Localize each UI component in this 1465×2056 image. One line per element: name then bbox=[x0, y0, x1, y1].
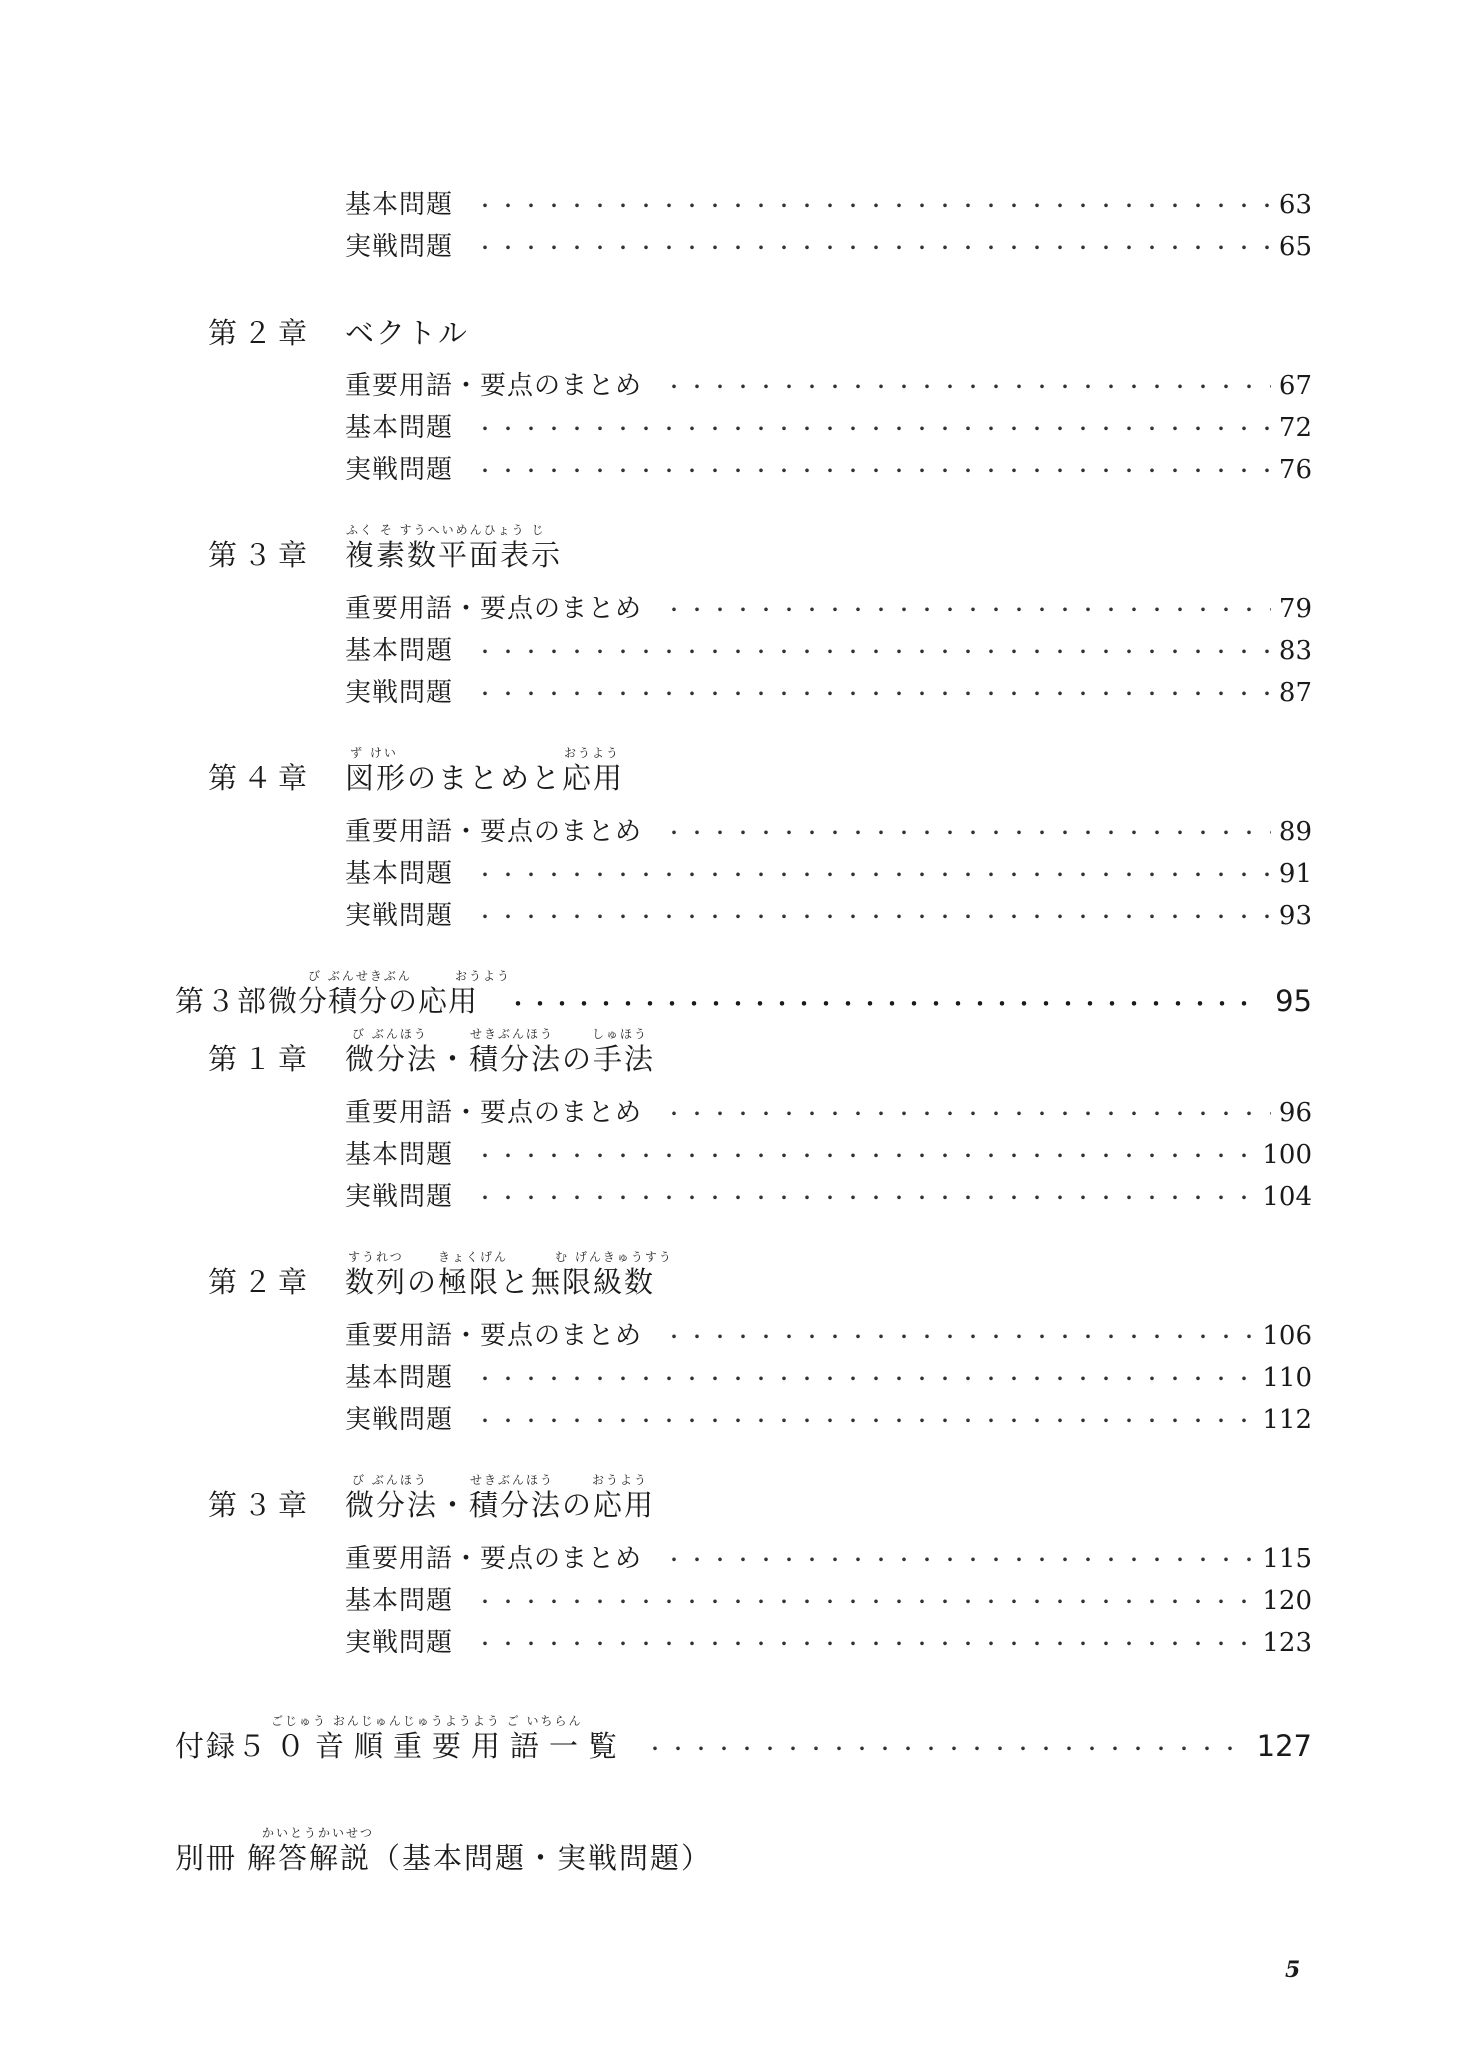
furigana: おうよう bbox=[455, 969, 512, 983]
dot-leader bbox=[475, 858, 1271, 892]
page-number: 5 bbox=[1285, 1957, 1301, 1983]
toc-entry-basic-problems bbox=[345, 1361, 1312, 1396]
dot-leader bbox=[475, 677, 1271, 711]
furigana: ごじゅう おんじゅんじゅうようよう ご いちらん bbox=[271, 1714, 583, 1728]
entry-page: 123 bbox=[1262, 1628, 1312, 1658]
entry-page: 115 bbox=[1262, 1544, 1312, 1574]
furigana: すうれつ bbox=[348, 1250, 404, 1264]
dot-leader bbox=[475, 189, 1271, 223]
entry-label: 重要用語・要点のまとめ bbox=[345, 1544, 643, 1574]
entry-page: 96 bbox=[1278, 1098, 1312, 1128]
part-title: 微分積分の応用 bbox=[268, 984, 479, 1018]
entry-label: 実戦問題 bbox=[345, 1628, 454, 1658]
entry-page: 104 bbox=[1262, 1182, 1312, 1212]
furigana: しゅほう bbox=[592, 1027, 649, 1041]
entry-label: 基本問題 bbox=[345, 413, 454, 443]
dot-leader bbox=[508, 985, 1257, 1023]
appendix-label: 付録 bbox=[175, 1729, 238, 1763]
dot-leader bbox=[475, 1181, 1254, 1215]
entry-label: 基本問題 bbox=[345, 190, 454, 220]
chapter-title: 図形のまとめと応用 bbox=[345, 761, 625, 795]
chapter-number: 第１章 bbox=[208, 1042, 314, 1076]
dot-leader bbox=[475, 1404, 1254, 1438]
toc-entry-practice-problems bbox=[345, 1403, 1312, 1438]
toc-entry-basic-problems bbox=[345, 857, 1312, 892]
chapter-title: 数列の極限と無限級数 bbox=[345, 1265, 656, 1299]
entry-page: 67 bbox=[1278, 371, 1312, 401]
furigana: きょくげん bbox=[438, 1250, 509, 1264]
entry-page: 93 bbox=[1278, 901, 1312, 931]
dot-leader bbox=[664, 1320, 1254, 1354]
furigana: び ぶんせきぶん bbox=[308, 969, 412, 983]
entry-page: 106 bbox=[1262, 1321, 1312, 1351]
toc-entry-basic-problems bbox=[345, 411, 1312, 446]
part-page: 95 bbox=[1275, 984, 1312, 1018]
entry-label: 重要用語・要点のまとめ bbox=[345, 817, 643, 847]
entry-page: 91 bbox=[1278, 859, 1312, 889]
entry-page: 83 bbox=[1278, 636, 1312, 666]
entry-label: 基本問題 bbox=[345, 1586, 454, 1616]
dot-leader bbox=[475, 635, 1271, 669]
chapter-number: 第３章 bbox=[208, 1488, 314, 1522]
toc-entry-summary bbox=[345, 1096, 1312, 1131]
entry-label: 実戦問題 bbox=[345, 232, 454, 262]
chapter-title: 微分法・積分法の応用 bbox=[345, 1488, 656, 1522]
chapter-title: ベクトル bbox=[345, 316, 470, 350]
chapter-title: 複素数平面表示 bbox=[345, 538, 563, 572]
entry-label: 実戦問題 bbox=[345, 1182, 454, 1212]
furigana: む げんきゅうすう bbox=[555, 1250, 673, 1264]
appendix-page: 127 bbox=[1256, 1729, 1312, 1763]
toc-entry-practice-problems bbox=[345, 230, 1312, 265]
entry-label: 重要用語・要点のまとめ bbox=[345, 1098, 643, 1128]
dot-leader bbox=[664, 593, 1271, 627]
dot-leader bbox=[475, 900, 1271, 934]
entry-label: 実戦問題 bbox=[345, 1405, 454, 1435]
toc-entry-summary bbox=[345, 815, 1312, 850]
entry-label: 実戦問題 bbox=[345, 678, 454, 708]
furigana: び ぶんほう bbox=[352, 1473, 428, 1487]
entry-page: 63 bbox=[1278, 190, 1312, 220]
dot-leader bbox=[664, 1543, 1254, 1577]
entry-label: 重要用語・要点のまとめ bbox=[345, 371, 643, 401]
entry-label: 基本問題 bbox=[345, 1363, 454, 1393]
entry-label: 基本問題 bbox=[345, 859, 454, 889]
dot-leader bbox=[475, 1585, 1254, 1619]
dot-leader bbox=[475, 1627, 1254, 1661]
entry-label: 基本問題 bbox=[345, 636, 454, 666]
entry-label: 重要用語・要点のまとめ bbox=[345, 1321, 643, 1351]
part-heading bbox=[175, 982, 1312, 1023]
chapter-number: 第３章 bbox=[208, 538, 314, 572]
furigana: せきぶんほう bbox=[470, 1473, 555, 1487]
entry-page: 65 bbox=[1278, 232, 1312, 262]
entry-page: 76 bbox=[1278, 455, 1312, 485]
entry-label: 実戦問題 bbox=[345, 901, 454, 931]
toc-entry-basic-problems bbox=[345, 188, 1312, 223]
chapter-number: 第２章 bbox=[208, 1265, 314, 1299]
toc-entry-summary bbox=[345, 592, 1312, 627]
furigana: おうよう bbox=[564, 746, 621, 760]
chapter-number: 第４章 bbox=[208, 761, 314, 795]
chapter-number: 第２章 bbox=[208, 316, 314, 350]
chapter-title: 微分法・積分法の手法 bbox=[345, 1042, 656, 1076]
furigana: び ぶんほう bbox=[352, 1027, 428, 1041]
furigana: ず けい bbox=[350, 746, 398, 760]
part-number: 第３部 bbox=[175, 984, 269, 1018]
toc-entry-practice-problems bbox=[345, 899, 1312, 934]
toc-entry-practice-problems bbox=[345, 676, 1312, 711]
entry-page: 100 bbox=[1262, 1140, 1312, 1170]
appendix-title: ５０音順重要用語一覧 bbox=[237, 1729, 628, 1763]
chapter-heading bbox=[208, 759, 624, 797]
dot-leader bbox=[664, 816, 1271, 850]
entry-page: 120 bbox=[1262, 1586, 1312, 1616]
dot-leader bbox=[475, 1362, 1254, 1396]
dot-leader bbox=[475, 1139, 1254, 1173]
toc-entry-practice-problems bbox=[345, 1180, 1312, 1215]
furigana: ふく そ すうへいめんひょう じ bbox=[346, 523, 546, 537]
dot-leader bbox=[475, 412, 1271, 446]
entry-page: 89 bbox=[1278, 817, 1312, 847]
separate-volume-heading bbox=[175, 1839, 712, 1877]
toc-entry-basic-problems bbox=[345, 1138, 1312, 1173]
entry-label: 基本問題 bbox=[345, 1140, 454, 1170]
chapter-heading bbox=[208, 314, 469, 352]
toc-entry-summary bbox=[345, 369, 1312, 404]
dot-leader bbox=[475, 231, 1271, 265]
entry-page: 79 bbox=[1278, 594, 1312, 624]
toc-entry-summary bbox=[345, 1319, 1312, 1354]
entry-label: 重要用語・要点のまとめ bbox=[345, 594, 643, 624]
separate-volume-title: 解答解説（基本問題・実戦問題） bbox=[247, 1841, 713, 1875]
entry-page: 112 bbox=[1262, 1405, 1312, 1435]
dot-leader bbox=[664, 370, 1271, 404]
toc-entry-basic-problems bbox=[345, 1584, 1312, 1619]
entry-page: 110 bbox=[1262, 1363, 1312, 1393]
toc-entry-practice-problems bbox=[345, 1626, 1312, 1661]
furigana: かいとうかいせつ bbox=[262, 1826, 375, 1840]
toc-entry-practice-problems bbox=[345, 453, 1312, 488]
chapter-heading bbox=[208, 1486, 655, 1524]
furigana: おうよう bbox=[592, 1473, 649, 1487]
entry-page: 72 bbox=[1278, 413, 1312, 443]
dot-leader bbox=[475, 454, 1271, 488]
dot-leader bbox=[645, 1730, 1237, 1768]
chapter-heading bbox=[208, 536, 562, 574]
entry-page: 87 bbox=[1278, 678, 1312, 708]
toc-entry-summary bbox=[345, 1542, 1312, 1577]
appendix-heading bbox=[175, 1727, 1312, 1768]
furigana: せきぶんほう bbox=[470, 1027, 555, 1041]
dot-leader bbox=[664, 1097, 1271, 1131]
toc-entry-basic-problems bbox=[345, 634, 1312, 669]
entry-label: 実戦問題 bbox=[345, 455, 454, 485]
chapter-heading bbox=[208, 1263, 655, 1301]
separate-volume-label: 別冊 bbox=[175, 1841, 238, 1875]
chapter-heading bbox=[208, 1040, 655, 1078]
